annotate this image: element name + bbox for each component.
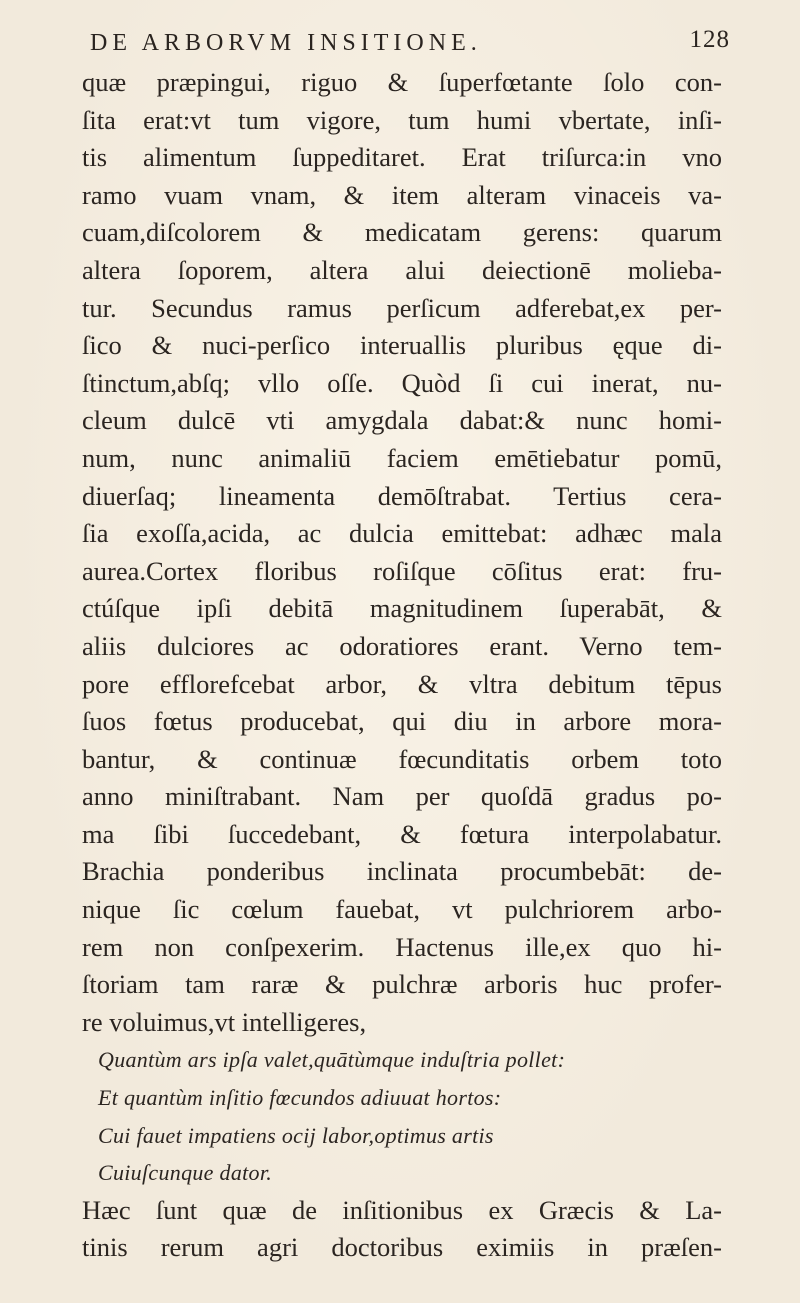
text-line: re voluimus,vt intelligeres, [82,1006,367,1037]
text-line: cleum dulcē vti amygdala dabat:& nunc homi- [82,405,722,436]
text-line: rem non conſpexerim. Hactenus ille,ex quo hi- [82,931,722,962]
running-head [90,22,730,62]
verse-line: Et quantùm inſitio fœcundos adiuuat hortos: [98,1085,502,1111]
text-line: ſico & nuci-perſico interuallis pluribus ęque di- [82,330,722,361]
page-number: 128 [689,26,730,53]
text-line: Brachia ponderibus inclinata procumbebāt: de- [82,856,722,887]
text-line: ma ſibi ſuccedebant, & fœtura interpolabatur. [82,818,722,849]
text-line: ramo vuam vnam, & item alteram vinaceis va- [82,179,722,210]
verse-line: Cuiuſcunque dator. [98,1160,273,1186]
text-line: tinis rerum agri doctoribus eximiis in præſen- [82,1232,722,1263]
text-line: ſuos fœtus producebat, qui diu in arbore mora- [82,706,722,737]
text-line: ctúſque ipſi debitā magnitudinem ſuperabāt, & [82,593,722,624]
text-line: quæ præpingui, riguo & ſuperfœtante ſolo con- [82,67,722,97]
text-line: anno miniſtrabant. Nam per quoſdā gradus po- [82,781,722,812]
text-line: ſtinctum,abſq; vllo oſſe. Quòd ſi cui inerat, nu- [82,367,722,398]
verse-line: Cui fauet impatiens ocij labor,optimus artis [98,1122,494,1148]
text-line: bantur, & continuæ fœcunditatis orbem toto [82,743,722,774]
text-line: diuerſaq; lineamenta demōſtrabat. Tertius cera- [82,480,722,511]
text-line: tur. Secundus ramus perſicum adferebat,ex per- [82,292,722,323]
text-line: aliis dulciores ac odoratiores erant. Verno tem- [82,630,722,661]
text-line: cuam,diſcolorem & medicatam gerens: quarum [82,217,722,248]
text-line: ſtoriam tam raræ & pulchræ arboris huc profer- [82,969,722,1000]
body-text [82,64,722,1267]
text-line: aurea.Cortex floribus roſiſque cōſitus erat: fru- [82,555,722,586]
text-line: ſita erat:vt tum vigore, tum humi vbertate, inſi- [82,104,722,135]
text-line: pore efflorefcebat arbor, & vltra debitum tēpus [82,668,722,699]
text-line: Hæc ſunt quæ de inſitionibus ex Græcis & La- [82,1194,722,1225]
text-line: nique ſic cœlum fauebat, vt pulchriorem arbo- [82,894,722,925]
verse-line: Quantùm ars ipſa valet,quātùmque induſtria pollet: [98,1047,566,1073]
text-line: tis alimentum ſuppeditaret. Erat triſurca:in vno [82,142,722,173]
text-line: num, nunc animaliū faciem emētiebatur pomū, [82,442,722,473]
text-line: altera ſoporem, altera alui deiectionē molieba- [82,254,722,285]
text-line: ſia exoſſa,acida, ac dulcia emittebat: adhæc mala [82,518,722,549]
running-head-title: DE ARBORVM INSITIONE. [90,30,482,56]
